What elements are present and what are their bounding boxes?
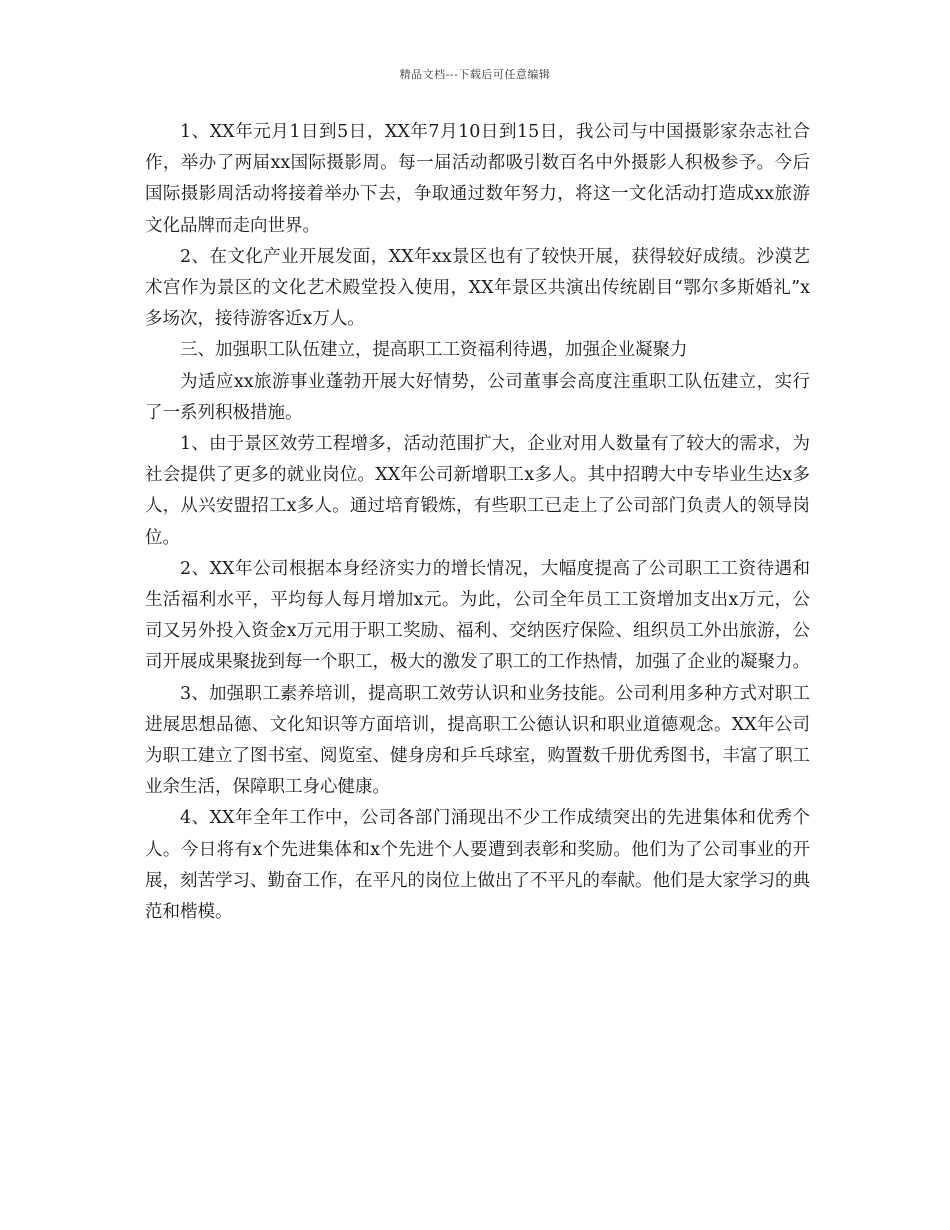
paragraph-culture-industry: 2、在文化产业开展发面，XX年xx景区也有了较快开展，获得较好成绩。沙漠艺术宫作为景区的文化艺术殿堂投入使用，XX年景区共演出传统剧目“鄂尔多斯婚礼”x多场次，接待游客近x万人。	[145, 246, 810, 330]
paragraph-wages: 2、XX年公司根据本身经济实力的增长情况，大幅度提高了公司职工工资待遇和生活福利水平，平均每人每月增加x元。为此，公司全年员工工资增加支出x万元，公司又另外投入资金x万元用于职工奖励、福利、交纳医疗保险、组织员工外出旅游，公司开展成果聚拢到每一个职工，极大的激发了职工的工作热情，加强了企业的凝聚力。	[145, 558, 810, 673]
document-body	[145, 117, 810, 928]
paragraph-awards: 4、XX年全年工作中，公司各部门涌现出不少工作成绩突出的先进集体和优秀个人。今日将有x个先进集体和x个先进个人要遭到表彰和奖励。他们为了公司事业的开展，刻苦学习、勤奋工作，在平凡的岗位上做出了不平凡的奉献。他们是大家学习的典范和楷模。	[145, 808, 810, 923]
section-heading-staff: 三、加强职工队伍建立，提高职工工资福利待遇，加强企业凝聚力	[180, 340, 688, 361]
page-header: 精品文档---下载后可任意编辑	[399, 68, 551, 81]
paragraph-employment: 1、由于景区效劳工程增多，活动范围扩大，企业对用人数量有了较大的需求，为社会提供了更多的就业岗位。XX年公司新增职工x多人。其中招聘大中专毕业生达x多人，从兴安盟招工x多人。通过培育锻炼，有些职工已走上了公司部门负责人的领导岗位。	[145, 434, 810, 548]
paragraph-training: 3、加强职工素养培训，提高职工效劳认识和业务技能。公司利用多种方式对职工进展思想品德、文化知识等方面培训，提高职工公德认识和职业道德观念。XX年公司为职工建立了图书室、阅览室、健身房和乒乓球室，购置数千册优秀图书，丰富了职工业余生活，保障职工身心健康。	[145, 683, 810, 798]
paragraph-staff-intro: 为适应xx旅游事业蓬勃开展大好情势，公司董事会高度注重职工队伍建立，实行了一系列积极措施。	[145, 371, 810, 423]
paragraph-photo-week: 1、XX年元月1日到5日，XX年7月10日到15日，我公司与中国摄影家杂志社合作，举办了两届xx国际摄影周。每一届活动都吸引数百名中外摄影人积极参予。今后国际摄影周活动将接着举办下去，争取通过数年努力，将这一文化活动打造成xx旅游文化品牌而走向世界。	[145, 122, 810, 236]
